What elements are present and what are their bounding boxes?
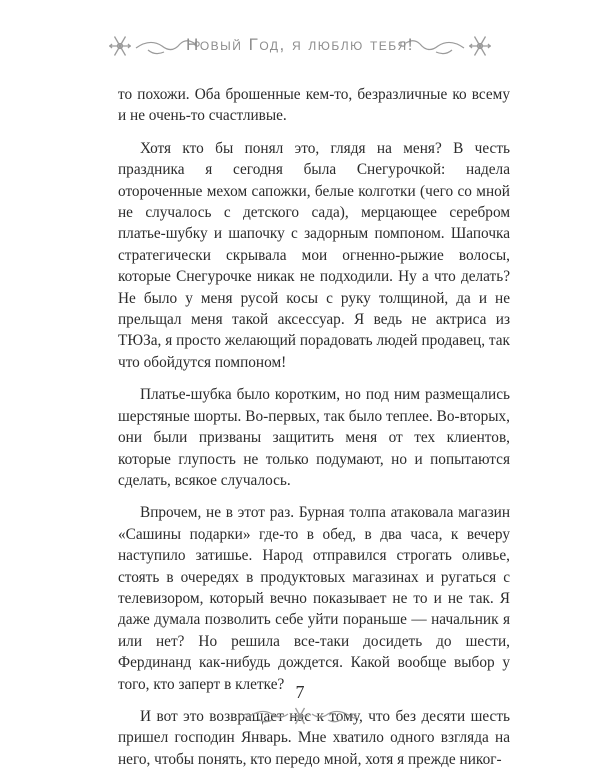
page-number: 7 [295, 682, 305, 702]
paragraph: Впрочем, не в этот раз. Бурная толпа атаковала магазин «Сашины подарки» где-то в обед, в два часа, к вечеру наступило затишье. Народ отправился строгать оливье, стоять в очередях в продуктовых магазинах и ругаться с телевизором, который вечно показывает не то и не так. Я даже думала позволить себе уйти пораньше — начальник я или нет? Но решила все-таки досидеть до шести, Фердинанд как-нибудь дождется. Какой вообще выбор у того, кто заперт в клетке? [118, 504, 510, 693]
paragraph: Хотя кто бы понял это, глядя на меня? В честь праздника я сегодня была Снегурочкой: надела отороченные мехом сапожки, белые колготки (чего со мной не случалось с детского сада), мерцающее серебром платье-шубку и шапочку с задорным помпоном. Шапочка стратегически скрывала мои огненно-рыжие волосы, которые Снегурочке никак не подходили. Ну а что делать? Не было у меня русой косы с руку толщиной, да и не прельщал меня такой аксессуар. Я ведь не актриса из ТЮЗа, я просто желающий порадовать людей продавец, так что обойдутся помпоном! [118, 139, 510, 371]
swirl-ornament-left [244, 711, 288, 721]
paragraph: Платье-шубка было коротким, но под ним размещались шерстяные шорты. Во-первых, так было теплее. Во-вторых, они были призваны защитить меня от тех клиентов, которые глупость не только подумают, но и попытаются сделать, всякое случалось. [118, 386, 510, 489]
running-title: Новый Год, я люблю тебя! [186, 35, 414, 54]
snowflake-icon [291, 708, 309, 724]
footer-ornament [0, 702, 600, 736]
page-header [0, 30, 600, 64]
body-text [118, 84, 510, 781]
swirl-ornament-right [312, 711, 356, 721]
paragraph: И вот это возвращает нас к тому, что без десяти шесть пришел господин Январь. Мне хватило одного взгляда на него, чтобы понять, кто передо мной, хотя я прежде никог- [118, 707, 510, 768]
page-footer [0, 682, 600, 742]
paragraph: то похожи. Оба брошенные кем-то, безразличные ко всему и не очень-то счастливые. [118, 86, 510, 125]
